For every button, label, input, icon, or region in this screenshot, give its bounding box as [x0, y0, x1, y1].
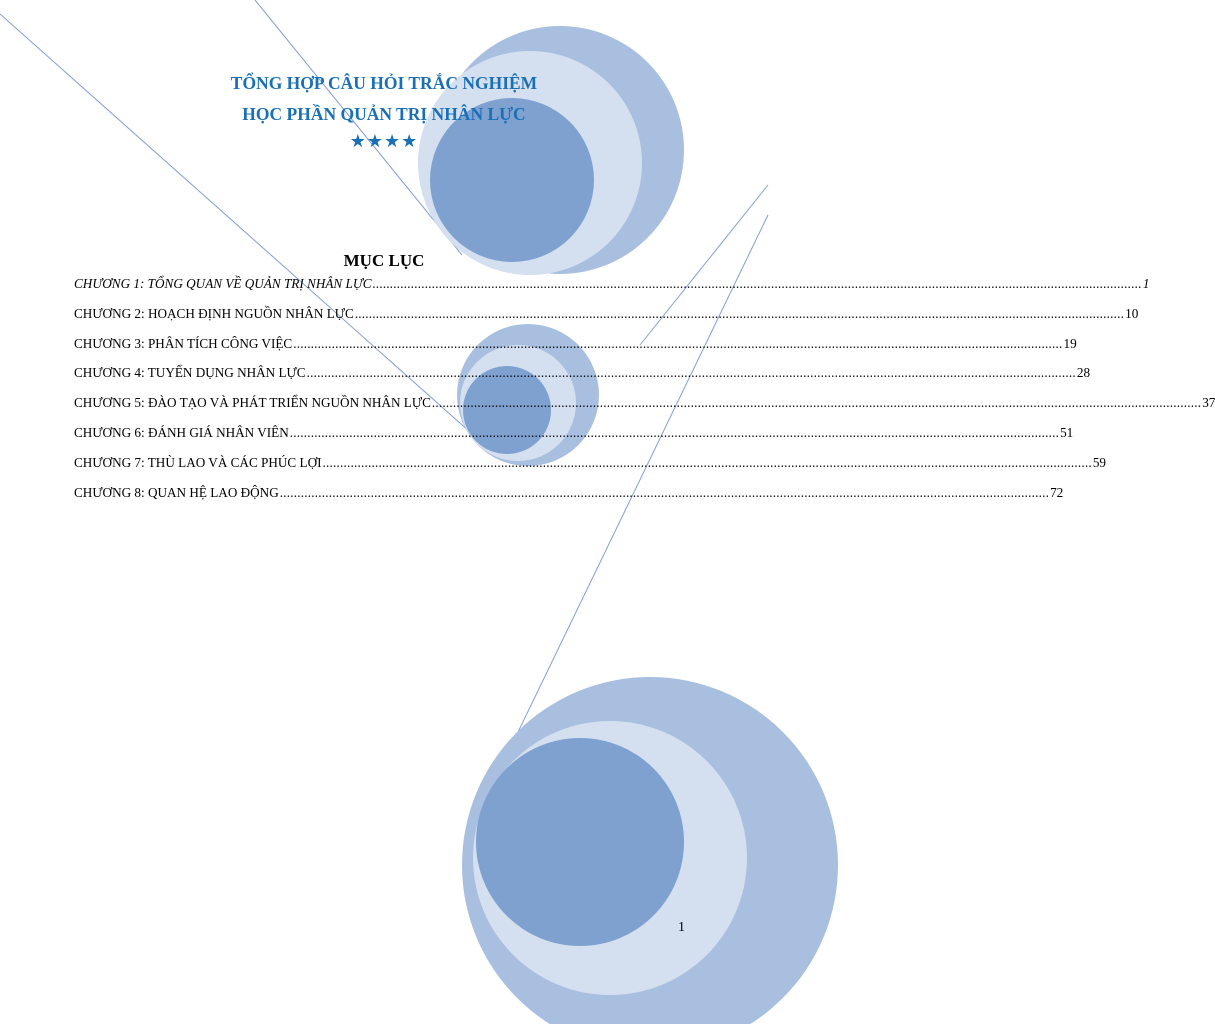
toc-entry-title: CHƯƠNG 3: PHÂN TÍCH CÔNG VIỆC [74, 335, 293, 351]
toc-dot-leader: ............................................................................................................................................................................................................................ [431, 395, 1202, 411]
toc-entry-title: CHƯƠNG 7: THÙ LAO VÀ CÁC PHÚC LỢI [74, 454, 322, 470]
toc-entry-title: CHƯƠNG 8: QUAN HỆ LAO ĐỘNG [74, 484, 279, 500]
toc-entry-page: 59 [1092, 454, 1106, 470]
toc-entry-chapter-1[interactable] [74, 276, 1150, 306]
toc-entry-chapter-8[interactable] [74, 484, 1064, 515]
toc-entry-page: 19 [1063, 335, 1077, 351]
toc-entry-title: CHƯƠNG 6: ĐÁNH GIÁ NHÂN VIÊN [74, 424, 289, 440]
decor-circle-bottom [462, 677, 838, 1024]
table-of-contents [74, 276, 1215, 514]
toc-entry-page: 51 [1060, 424, 1074, 440]
toc-dot-leader: ............................................................................................................................................................................................................................ [354, 305, 1125, 321]
toc-dot-leader: ............................................................................................................................................................................................................................ [372, 276, 1142, 291]
toc-entry-title: CHƯƠNG 1: TỔNG QUAN VỀ QUẢN TRỊ NHÂN LỰC [74, 276, 372, 291]
toc-entry-page: 72 [1050, 484, 1064, 500]
document-title-line-1: TỔNG HỢP CÂU HỎI TRẮC NGHIỆM [230, 73, 538, 93]
toc-dot-leader: ............................................................................................................................................................................................................................ [322, 454, 1092, 470]
toc-heading: MỤC LỤC [343, 251, 425, 270]
page-number: 1 [678, 920, 685, 935]
toc-entry-page: 1 [1142, 276, 1150, 291]
toc-entry-page: 10 [1125, 305, 1139, 321]
stars-ornament: ★★★★ [349, 131, 419, 151]
toc-dot-leader: ............................................................................................................................................................................................................................ [306, 365, 1076, 381]
toc-dot-leader: ............................................................................................................................................................................................................................ [293, 335, 1063, 351]
toc-entry-chapter-5[interactable] [74, 395, 1215, 425]
toc-dot-leader: ............................................................................................................................................................................................................................ [279, 484, 1050, 500]
toc-entry-chapter-2[interactable] [74, 305, 1139, 336]
toc-dot-leader: ............................................................................................................................................................................................................................ [289, 424, 1060, 440]
toc-entry-chapter-3[interactable] [74, 335, 1077, 366]
toc-entry-title: CHƯƠNG 5: ĐÀO TẠO VÀ PHÁT TRIỂN NGUỒN NHÂN LỰC [74, 395, 431, 411]
toc-entry-title: CHƯƠNG 2: HOẠCH ĐỊNH NGUỒN NHÂN LỰC [74, 305, 354, 321]
toc-entry-page: 37 [1202, 395, 1215, 411]
document-title-line-2: HỌC PHẦN QUẢN TRỊ NHÂN LỰC [242, 104, 526, 124]
toc-entry-chapter-7[interactable] [74, 454, 1106, 485]
toc-entry-chapter-6[interactable] [74, 424, 1074, 455]
toc-entry-title: CHƯƠNG 4: TUYỂN DỤNG NHÂN LỰC [74, 365, 306, 381]
toc-entry-page: 28 [1076, 365, 1091, 381]
toc-entry-chapter-4[interactable] [74, 365, 1091, 395]
